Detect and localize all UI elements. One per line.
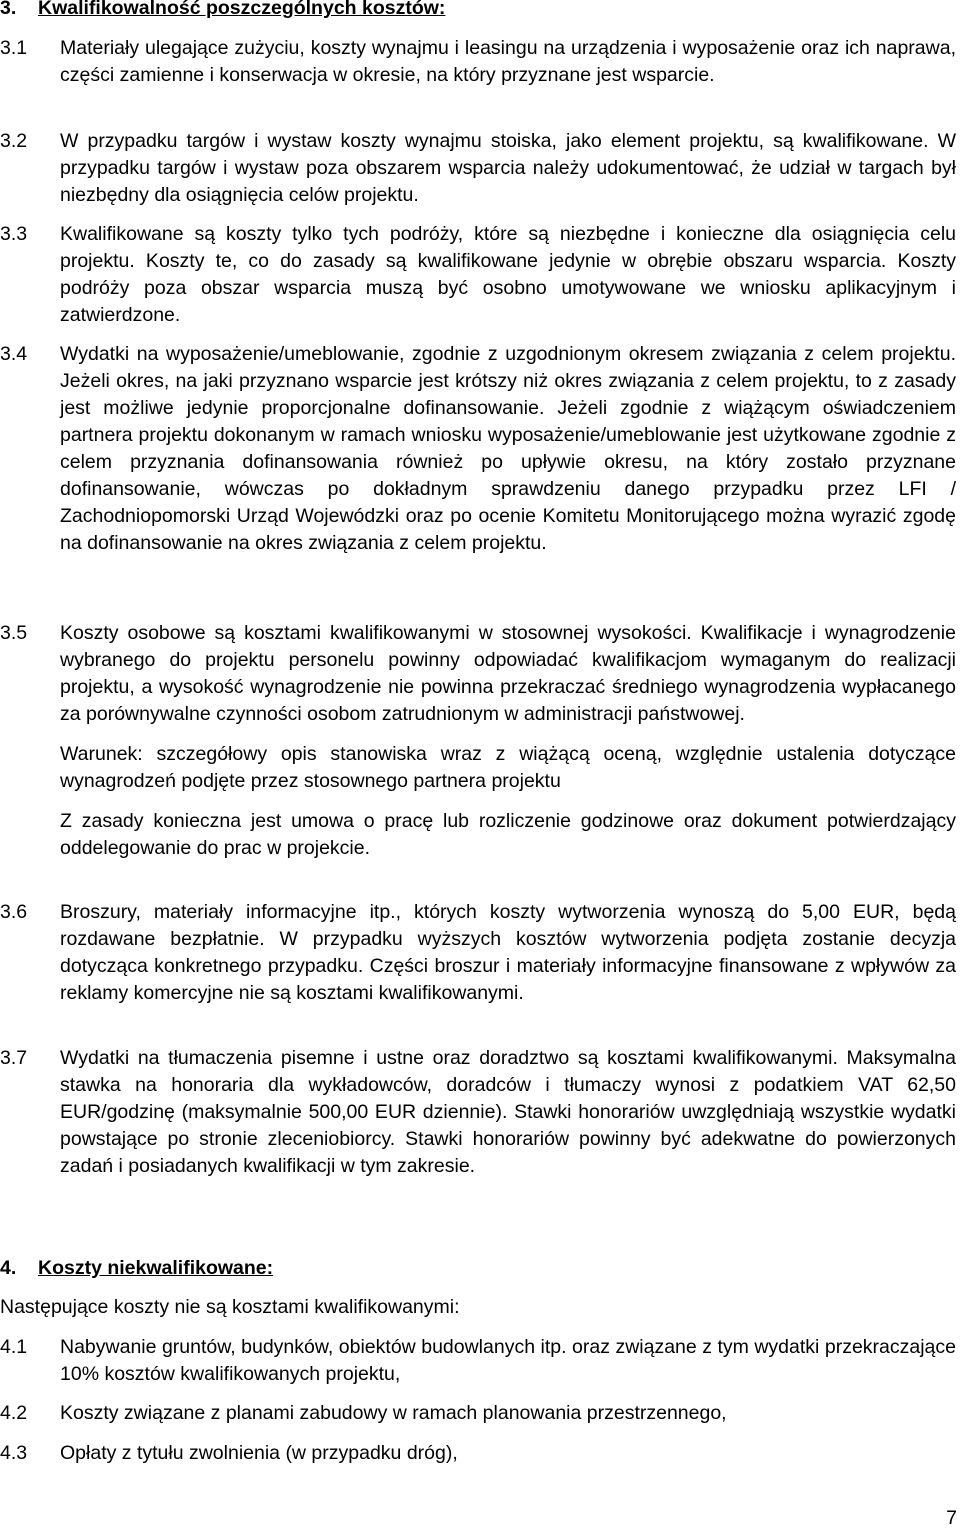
list-item-3-3 — [0, 221, 956, 329]
item-paragraph: Nabywanie gruntów, budynków, obiektów budowlanych itp. oraz związane z tym wydatki przekraczające 10% kosztów kwalifikowanych projektu, — [60, 1336, 956, 1385]
item-paragraph: Broszury, materiały informacyjne itp., których koszty wytworzenia wynoszą do 5,00 EUR, będą rozdawane bezpłatnie. W przypadku wyższych kosztów wytworzenia podjęta zostanie decyzja dotycząca konkretnego przypadku. Części broszur i materiały informacyjne finansowane z wpływów za reklamy komercyjne nie są kosztami kwalifikowanymi. — [60, 901, 956, 1004]
item-number: 3.1 — [0, 37, 28, 59]
item-paragraph: W przypadku targów i wystaw koszty wynajmu stoiska, jako element projektu, są kwalifikowane. W przypadku targów i wystaw poza obszarem wsparcia należy udokumentować, że udział w targach był niezbędny dla osiągnięcia celów projektu. — [60, 130, 956, 206]
item-number: 4.2 — [0, 1402, 28, 1424]
list-item-3-2 — [0, 128, 956, 209]
item-paragraph: Wydatki na wyposażenie/umeblowanie, zgodnie z uzgodnionym okresem związania z celem projektu. Jeżeli okres, na jaki przyznano wsparcie jest krótszy niż okres związania z celem projektu, to z zasady jest możliwe jedynie proporcjonalne dofinansowanie. Jeżeli zgodnie z wiążącym oświadczeniem partnera projektu dokonanym w ramach wniosku wyposażenie/umeblowanie jest użytkowane zgodnie z celem przyznania dofinansowania również po upływie okresu, na który zostało przyznane dofinansowanie, wówczas po dokładnym sprawdzeniu danego przypadku przez LFI / Zachodniopomorski Urząd Wojewódzki oraz po ocenie Komitetu Monitorującego można wyrazić zgodę na dofinansowanie na okres związania z celem projektu. — [60, 343, 956, 554]
item-paragraph: Koszty związane z planami zabudowy w ramach planowania przestrzennego, — [60, 1402, 727, 1424]
list-item-3-5 — [0, 620, 956, 862]
item-number: 3.6 — [0, 901, 28, 923]
list-item-3-1 — [0, 35, 956, 89]
page-number: 7 — [946, 1507, 957, 1529]
section-title: Kwalifikowalność poszczególnych kosztów: — [38, 0, 446, 19]
item-number: 4.3 — [0, 1442, 28, 1464]
list-item-4-2 — [0, 1400, 956, 1427]
item-paragraph-contract: Z zasady konieczna jest umowa o pracę lub rozliczenie godzinowe oraz dokument potwierdzający oddelegowanie do prac w projekcie. — [60, 810, 956, 859]
list-item-3-4 — [0, 341, 956, 557]
item-number: 3.5 — [0, 622, 28, 644]
list-item-3-7 — [0, 1045, 956, 1180]
list-item-4-3 — [0, 1440, 956, 1467]
item-number: 3.4 — [0, 343, 28, 365]
item-paragraph: Materiały ulegające zużyciu, koszty wynajmu i leasingu na urządzenia i wyposażenie oraz ich naprawa, części zamienne i konserwacja w okresie, na który przyznane jest wsparcie. — [60, 37, 956, 86]
item-number: 3.2 — [0, 130, 28, 152]
section-title: Koszty niekwalifikowane: — [38, 1257, 274, 1279]
item-number: 4.1 — [0, 1336, 28, 1358]
item-paragraph: Wydatki na tłumaczenia pisemne i ustne oraz doradztwo są kosztami kwalifikowanymi. Maksymalna stawka na honoraria dla wykładowców, doradców i tłumaczy wynosi z podatkiem VAT 62,50 EUR/godzinę (maksymalnie 500,00 EUR dziennie). Stawki honorariów uwzględniają wszystkie wydatki powstające po stronie zleceniobiorcy. Stawki honorariów powinny być adekwatne do powierzonych zadań i posiadanych kwalifikacji w tym zakresie. — [60, 1047, 956, 1177]
list-item-4-1 — [0, 1334, 956, 1388]
item-paragraph-condition: Warunek: szczegółowy opis stanowiska wraz z wiążącą oceną, względnie ustalenia dotyczące wynagrodzeń podjęte przez stosownego partnera projektu — [60, 743, 956, 792]
item-paragraph: Opłaty z tytułu zwolnienia (w przypadku dróg), — [60, 1442, 458, 1464]
section-number: 3. — [0, 0, 17, 19]
section-number: 4. — [0, 1257, 17, 1279]
section-4-intro: Następujące koszty nie są kosztami kwalifikowanymi: — [0, 1296, 460, 1318]
section-4-heading — [0, 1255, 273, 1282]
item-paragraph: Koszty osobowe są kosztami kwalifikowanymi w stosownej wysokości. Kwalifikacje i wynagrodzenie wybranego do projektu personelu powinny odpowiadać kwalifikacjom wymaganym do realizacji projektu, a wysokość wynagrodzenie nie powinna przekraczać średniego wynagrodzenia wypłacanego za porównywalne czynności osobom zatrudnionym w administracji państwowej. — [60, 622, 956, 725]
item-paragraph: Kwalifikowane są koszty tylko tych podróży, które są niezbędne i konieczne dla osiągnięcia celu projektu. Koszty te, co do zasady są kwalifikowane jedynie w obrębie obszaru wsparcia. Koszty podróży poza obszar wsparcia muszą być osobno umotywowane we wniosku aplikacyjnym i zatwierdzone. — [60, 223, 956, 326]
item-number: 3.3 — [0, 223, 28, 245]
item-number: 3.7 — [0, 1047, 28, 1069]
list-item-3-6 — [0, 899, 956, 1007]
section-3-heading — [0, 0, 445, 22]
